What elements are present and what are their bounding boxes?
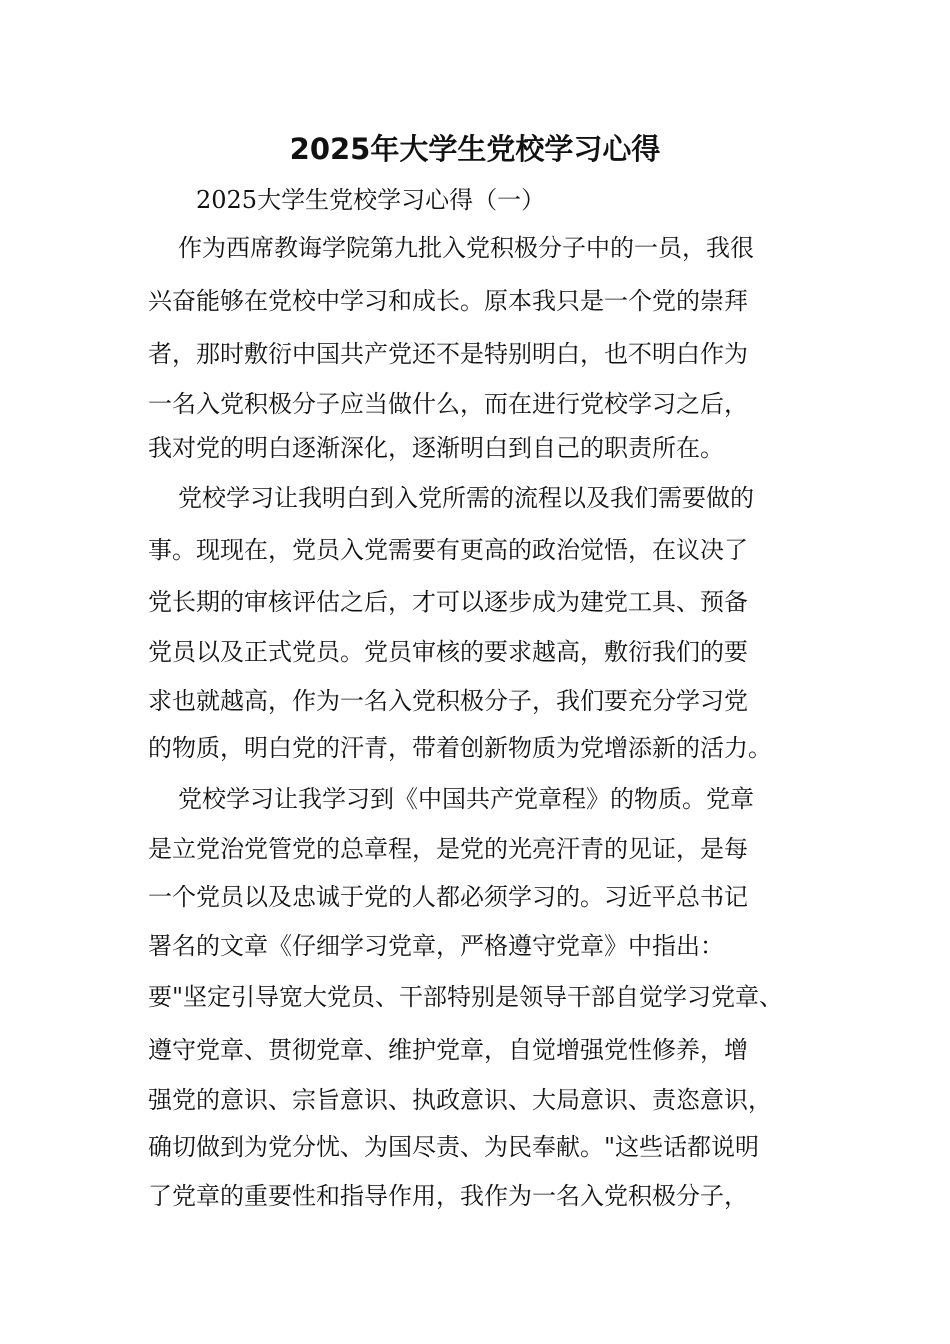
- text-line: 遵守党章、贯彻党章、维护党章，自觉增强党性修养，增: [148, 1036, 748, 1064]
- text-line: 事。现现在，党员入党需要有更高的政治觉悟，在议决了: [148, 536, 748, 564]
- text-line: 党校学习让我学习到《中国共产党章程》的物质。党章: [178, 785, 754, 813]
- document-title: 2025年大学生党校学习心得: [289, 132, 661, 166]
- text-line: 党员以及正式党员。党员审核的要求越高，敷衍我们的要: [148, 638, 748, 666]
- text-line: 署名的文章《仔细学习党章，严格遵守党章》中指出：: [148, 932, 724, 960]
- text-line: 求也就越高，作为一名入党积极分子，我们要充分学习党: [148, 687, 748, 715]
- text-line: 兴奋能够在党校中学习和成长。原本我只是一个党的崇拜: [148, 287, 748, 315]
- text-line: 是立党治党管党的总章程，是党的光亮汗青的见证，是每: [148, 835, 748, 863]
- document-subtitle: 2025大学生党校学习心得（一）: [196, 186, 546, 214]
- text-line: 我对党的明白逐渐深化，逐渐明白到自己的职责所在。: [148, 434, 724, 462]
- text-line: 确切做到为党分忧、为国尽责、为民奉献。"这些话都说明: [148, 1133, 760, 1161]
- text-line: 作为西席教诲学院第九批入党积极分子中的一员，我很: [178, 234, 754, 262]
- text-line: 强党的意识、宗旨意识、执政意识、大局意识、责恣意识，: [148, 1086, 772, 1114]
- text-line: 了党章的重要性和指导作用，我作为一名入党积极分子，: [148, 1182, 748, 1210]
- text-line: 者，那时敷衍中国共产党还不是特别明白，也不明白作为: [148, 340, 748, 368]
- text-line: 党校学习让我明白到入党所需的流程以及我们需要做的: [178, 484, 754, 512]
- text-line: 一名入党积极分子应当做什么，而在进行党校学习之后，: [148, 390, 748, 418]
- text-line: 要"坚定引导宽大党员、干部特别是领导干部自觉学习党章、: [148, 983, 784, 1011]
- text-line: 的物质，明白党的汗青，带着创新物质为党增添新的活力。: [148, 734, 772, 762]
- text-line: 一个党员以及忠诚于党的人都必须学习的。习近平总书记: [148, 883, 748, 911]
- text-line: 党长期的审核评估之后，才可以逐步成为建党工具、预备: [148, 588, 748, 616]
